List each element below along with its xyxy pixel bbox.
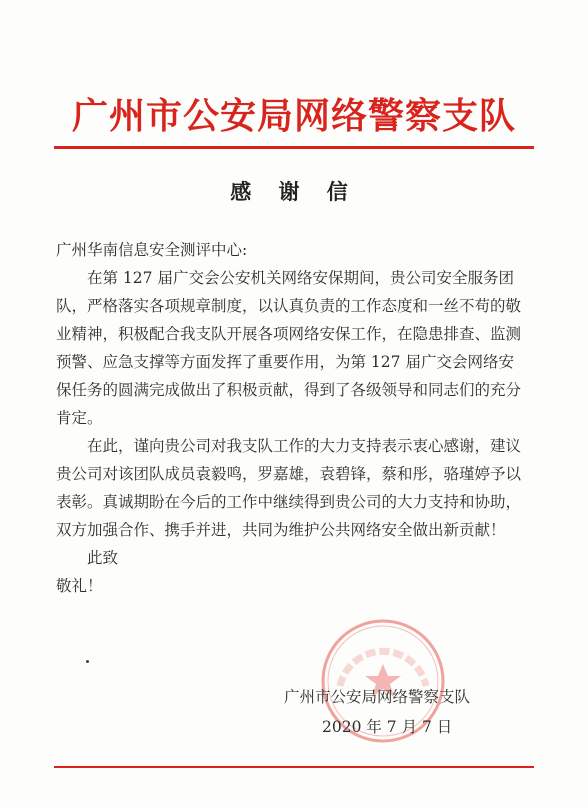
- scan-speck: [86, 660, 89, 663]
- organization-letterhead: 广州市公安局网络警察支队: [71, 96, 516, 137]
- letterhead-divider: [54, 146, 534, 149]
- letter-title: 感 谢 信: [230, 179, 358, 204]
- signature-block: [284, 682, 514, 742]
- paragraph-1: 在第 127 届广交会公安机关网络安保期间，贵公司安全服务团队，严格落实各项规章制度，以认真负责的工作态度和一丝不苟的敬业精神，积极配合我支队开展各项网络安保工作，在隐患排查、监测预警、应急支撑等方面发挥了重要作用，为第 127 届广交会网络安保任务的圆满完成做出了积极贡献，得到了各级领导和同志们的充分肯定。: [56, 269, 522, 427]
- closing-greeting: 此致: [87, 549, 119, 567]
- recipient-line: 广州华南信息安全测评中心:: [56, 241, 248, 259]
- paragraph-2: 在此，谨向贵公司对我支队工作的大力支持表示衷心感谢，建议贵公司对该团队成员袁毅鸣，罗嘉雄，袁碧锋，蔡和彤，骆瑾婷予以表彰。真诚期盼在今后的工作中继续得到贵公司的大力支持和协助，双方加强合作、携手并进，共同为维护公共网络安全做出新贡献！: [56, 437, 522, 539]
- footer-divider: [54, 766, 534, 768]
- letter-body: [56, 236, 526, 600]
- closing-salute: 敬礼！: [56, 577, 103, 595]
- letter-date: 2020 年 7 月 7 日: [322, 718, 453, 736]
- signature-organization: 广州市公安局网络警察支队: [284, 688, 471, 706]
